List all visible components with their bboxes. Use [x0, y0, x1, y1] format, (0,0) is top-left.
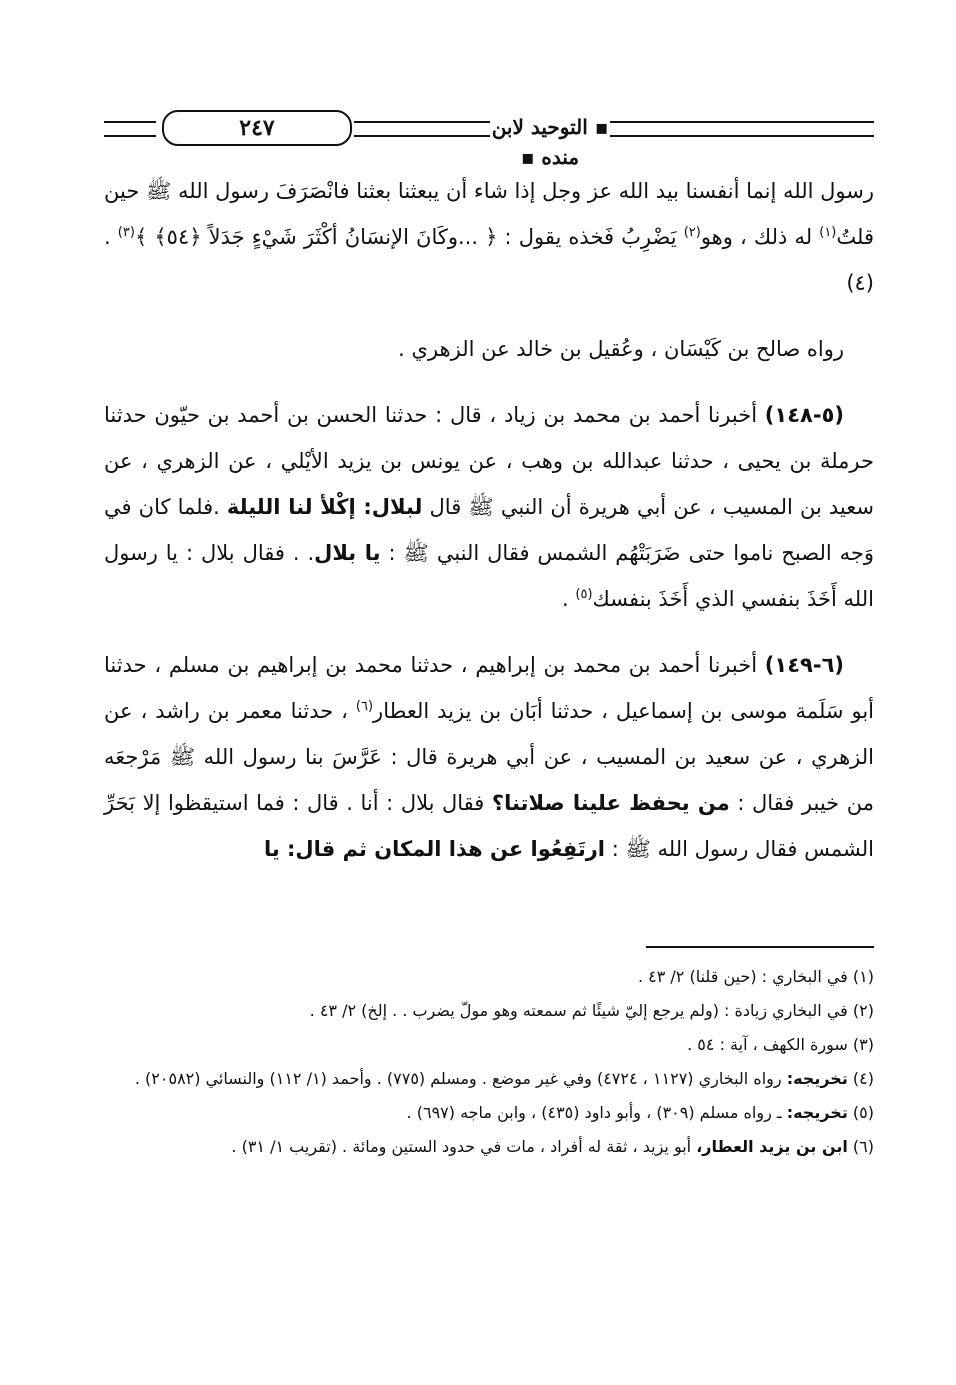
- hadith-matn: يا بلال: [314, 541, 381, 565]
- footnote-label: ابن بن يزيد العطار،: [696, 1137, 848, 1156]
- footnote-label: تخريجه:: [786, 1069, 848, 1088]
- footnote-text: رواه البخاري (١١٢٧ ، ٤٧٢٤) وفي غير موضع . ومسلم (٧٧٥) . وأحمد (١/ ١١٢) والنسائي (٢٠٥٨٢) .: [134, 1069, 787, 1088]
- page-header: [104, 112, 874, 169]
- footnotes: [104, 960, 874, 1164]
- footnote-2: (٢) في البخاري زيادة : (ولم يرجع إليّ شيئًا ثم سمعته وهو مولّ يضرب . . إلخ) ٢/ ٤٣ .: [309, 1001, 874, 1020]
- footnote-number: (٥): [847, 1103, 874, 1122]
- text-run: رسول الله إنما أنفسنا بيد الله عز وجل إذا شاء أن يبعثنا بعثنا فانْصَرَفَ رسول الله ﷺ حين قلتُ: [104, 179, 874, 249]
- footnote-ref-6: (٦): [355, 699, 374, 714]
- footnote-text: أبو يزيد ، ثقة له أفراد ، مات في حدود الستين ومائة . (تقريب ١/ ٣١) .: [231, 1137, 697, 1156]
- footnote-1: (١) في البخاري : (حين قلنا) ٢/ ٤٣ .: [637, 967, 874, 986]
- footnote-4: [104, 1062, 874, 1096]
- footnote-ref-4: . (٤): [104, 225, 874, 295]
- text-run: . . فقال بلال : يا رسول الله أَخَذَ بنفسي الذي أَخَذَ بنفسك: [104, 541, 874, 611]
- footnote-number: (٤): [847, 1069, 874, 1088]
- hadith-149: [104, 642, 874, 872]
- footnote-3: (٣) سورة الكهف ، آية : ٥٤ .: [687, 1035, 874, 1054]
- footnote-separator: [646, 946, 874, 948]
- hadith-148: [104, 392, 874, 622]
- header-rule-right: [602, 121, 874, 137]
- quran-quote: يَضْرِبُ فَخذه يقول : ﴿ ...وكَانَ الإنسَانُ أكْثَرَ شَيْءٍ جَدَلاً ﴿٥٤﴾ ﴾: [134, 225, 684, 249]
- paragraph-2: [104, 326, 874, 372]
- main-text: [104, 168, 874, 892]
- footnote-label: تخريجه:: [786, 1103, 848, 1122]
- footnote-5: [104, 1096, 874, 1130]
- text-run: أخبرنا أحمد بن محمد بن زياد ، قال : حدثنا الحسن بن أحمد بن حيّون حدثنا حرملة بن يحيى ، حدثنا عبدالله بن وهب ، عن يونس بن يزيد الأيْلي ، عن الزهري ، عن سعيد بن المسيب ، عن أبي هريرة أن النبي ﷺ قال: [104, 403, 874, 519]
- text-run: رواه صالح بن كَيْسَان ، وعُقيل بن خالد عن الزهري .: [398, 337, 844, 361]
- hadith-matn: من يحفظ علينا صلاتنا؟: [491, 791, 730, 815]
- text-run: فقال بلال : أنا . قال : فما استيقظوا إلا بَحَرِّ الشمس فقال رسول الله ﷺ :: [104, 791, 874, 861]
- footnote-ref-1: (١): [819, 225, 837, 240]
- text-run: ، حدثنا معمر بن راشد ، عن الزهري ، عن سعيد بن المسيب ، عن أبي هريرة قال : عَرَّسَ بنا رسول الله ﷺ مَرْجعَه من خيبر فقال :: [104, 699, 874, 815]
- hadith-matn: لبلال: إكْلأ لنا الليلة: [226, 495, 423, 519]
- paragraph-1: [104, 168, 874, 306]
- text-run: .: [562, 587, 576, 611]
- hadith-number: (٥-١٤٨): [764, 403, 844, 427]
- footnote-ref-3: (٣): [117, 225, 135, 240]
- text-run: .فلما كان في وَجه الصبح ناموا حتى ضَرَبَتْهُم الشمس فقال النبي ﷺ :: [104, 495, 875, 565]
- footnote-number: (٦): [847, 1137, 874, 1156]
- hadith-matn: ارتَفِعُوا عن هذا المكان ثم قال: يا: [263, 837, 606, 861]
- header-rule-middle: [354, 121, 490, 137]
- footnote-ref-2: (٢): [683, 225, 701, 240]
- footnote-6: [104, 1130, 874, 1164]
- header-rule-left: [104, 121, 156, 137]
- footnote-text: ـ رواه مسلم (٣٠٩) ، وأبو داود (٤٣٥) ، وابن ماجه (٦٩٧) .: [406, 1103, 787, 1122]
- text-run: له ذلك ، وهو: [700, 225, 820, 249]
- page-number: ٢٤٧: [162, 110, 352, 146]
- text-run: أخبرنا أحمد بن محمد بن إبراهيم ، حدثنا محمد بن إبراهيم بن مسلم ، حدثنا أبو سَلَمة موسى بن إسماعيل ، حدثنا أبَان بن يزيد العطار: [104, 653, 874, 723]
- footnote-ref-5: (٥): [575, 587, 593, 602]
- hadith-number: (٦-١٤٩): [764, 653, 844, 677]
- running-title: ▪ التوحيد لابن منده ▪: [490, 112, 610, 142]
